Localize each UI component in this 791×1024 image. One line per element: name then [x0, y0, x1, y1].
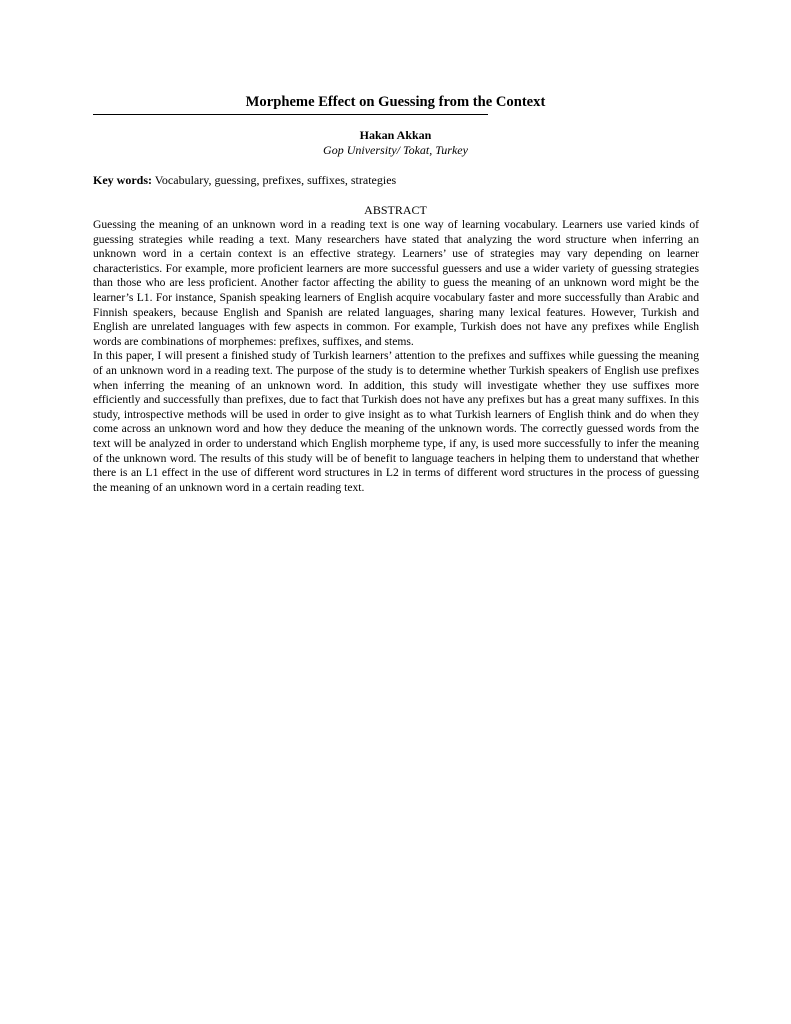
abstract-paragraph: In this paper, I will present a finished study of Turkish learners’ attention to the prefixes and suffixes while guessing the meaning of an unknown word in a reading text. The purpose of the study is to determine whether Turkish speakers of English use prefixes when inferring the meaning of an unknown word. In addition, this study will investigate whether they use suffixes more efficiently and successfully than prefixes, due to fact that Turkish does not have any prefixes but has a great many suffixes. In this study, introspective methods will be used in order to give insight as to what Turkish learners of English think and do when they come across an unknown word and how they deduce the meaning of the unknown words. The correctly guessed words from the text will be analyzed in order to understand which English morpheme type, if any, is used more successfully to infer the meaning of the unknown word. The results of this study will be of benefit to language teachers in helping them to understand that whether there is an L1 effect in the use of different word structures in L2 in terms of different word structures in the process of guessing the meaning of an unknown word in a certain reading text.	[93, 349, 699, 494]
keywords-label: Key words:	[93, 173, 152, 187]
abstract-heading: ABSTRACT	[364, 203, 427, 217]
author-affiliation: Gop University/ Tokat, Turkey	[323, 143, 468, 157]
abstract-body	[93, 218, 699, 495]
abstract-paragraph: Guessing the meaning of an unknown word in a reading text is one way of learning vocabulary. Learners use varied kinds of guessing strategies while reading a text. Many researchers have stated that analyzing the word structure when inferring an unknown word in a certain context is an effective strategy. Learners’ use of strategies may vary depending on learner characteristics. For example, more proficient learners are more successful guessers and use a wider variety of guessing strategies than those who are less proficient. Another factor affecting the ability to guess the meaning of an unknown word might be the learner’s L1. For instance, Spanish speaking learners of English acquire vocabulary faster and more successfully than Arabic and Finnish speakers, because English and Spanish are related languages, sharing many lexical features. However, Turkish and English are unrelated languages with few aspects in common. For example, Turkish does not have any prefixes while English words are combinations of morphemes: prefixes, suffixes, and stems.	[93, 218, 699, 348]
keywords-line	[93, 173, 699, 188]
paper-title: Morpheme Effect on Guessing from the Context	[245, 94, 546, 110]
author-name: Hakan Akkan	[359, 128, 432, 142]
title-underline-rule	[93, 114, 488, 115]
keywords-text: Vocabulary, guessing, prefixes, suffixes, strategies	[154, 173, 397, 187]
